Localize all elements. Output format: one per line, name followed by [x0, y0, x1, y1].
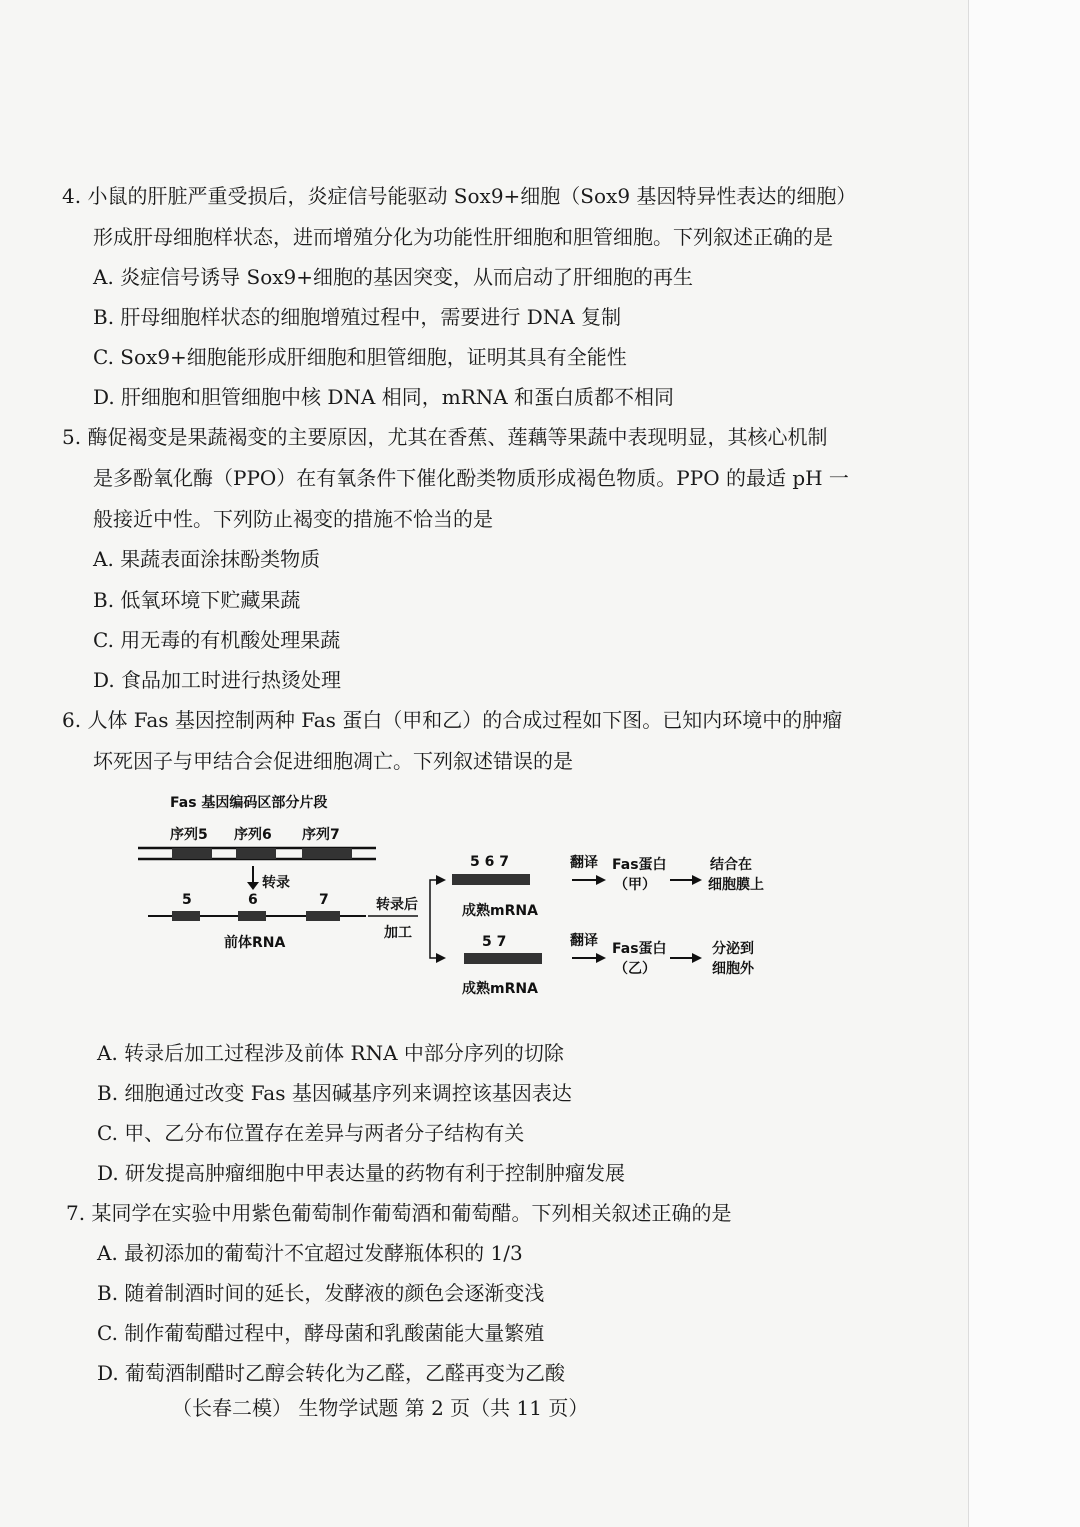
- fas-gene-figure: [130, 788, 790, 1003]
- q4-option-b: B. 肝母细胞样状态的细胞增殖过程中，需要进行 DNA 复制: [93, 305, 622, 329]
- q5-option-b: B. 低氧环境下贮藏果蔬: [93, 588, 301, 612]
- mature-mrna-top: [452, 874, 530, 885]
- fas-figure-diagram: [130, 788, 790, 1003]
- dna-seq5-box: [172, 848, 212, 859]
- top-mature-mrna-label: 成熟mRNA: [462, 903, 538, 919]
- q5-stem-line1: 5. 酶促褐变是果蔬褐变的主要原因，尤其在香蕉、莲藕等果蔬中表现明显，其核心机制: [62, 425, 828, 449]
- pre-rna-seq5: [172, 911, 200, 921]
- fate-bind-line2: 细胞膜上: [708, 877, 764, 893]
- q6-option-d: D. 研发提高肿瘤细胞中甲表达量的药物有利于控制肿瘤发展: [97, 1161, 626, 1185]
- bracket-arrow-top: [436, 875, 446, 885]
- bottom-mature-mrna-label: 成熟mRNA: [462, 981, 538, 997]
- seq6-label: 序列6: [234, 827, 272, 843]
- mature-mrna-bottom: [464, 953, 542, 964]
- pre-rna-seq6: [238, 911, 266, 921]
- q6-stem-line2: 坏死因子与甲结合会促进细胞凋亡。下列叙述错误的是: [93, 749, 573, 773]
- fate-arrowhead-bottom: [692, 953, 702, 963]
- q5-option-a: A. 果蔬表面涂抹酚类物质: [93, 547, 321, 571]
- pre-rna-num5: 5: [182, 892, 192, 908]
- bracket-arrow-bottom: [436, 953, 446, 963]
- translate-label-bottom: 翻译: [570, 933, 598, 949]
- protein-jia-tag: （甲）: [614, 877, 656, 893]
- dna-seq6-box: [236, 848, 276, 859]
- protein-yi-label: Fas蛋白: [612, 941, 667, 957]
- pre-rna-num7: 7: [319, 892, 329, 908]
- q5-stem-line3: 般接近中性。下列防止褐变的措施不恰当的是: [93, 507, 493, 531]
- q4-option-c: C. Sox9+细胞能形成肝细胞和胆管细胞，证明其具有全能性: [93, 345, 627, 369]
- q6-option-a: A. 转录后加工过程涉及前体 RNA 中部分序列的切除: [97, 1041, 564, 1065]
- q6-stem-line1: 6. 人体 Fas 基因控制两种 Fas 蛋白（甲和乙）的合成过程如下图。已知内环境中的肿瘤: [62, 708, 843, 732]
- pre-rna-seq7: [306, 911, 340, 921]
- q5-option-d: D. 食品加工时进行热烫处理: [93, 668, 342, 692]
- transcription-label: 转录: [262, 875, 290, 891]
- fate-arrowhead-top: [692, 875, 702, 885]
- dna-seq7-box: [302, 848, 352, 859]
- translate-arrowhead-top: [596, 875, 606, 885]
- figure-title: Fas 基因编码区部分片段: [170, 795, 328, 811]
- post-processing-label-1: 转录后: [376, 897, 418, 913]
- translate-arrowhead-bottom: [596, 953, 606, 963]
- fate-bind-line1: 结合在: [710, 857, 752, 873]
- transcription-arrow-head: [247, 882, 259, 890]
- post-processing-label-2: 加工: [384, 925, 412, 941]
- translate-label-top: 翻译: [570, 855, 598, 871]
- page-footer: （长春二模） 生物学试题 第 2 页（共 11 页）: [172, 1396, 589, 1420]
- pre-rna-label: 前体RNA: [224, 935, 286, 951]
- q5-stem-line2: 是多酚氧化酶（PPO）在有氧条件下催化酚类物质形成褐色物质。PPO 的最适 pH 一: [93, 466, 849, 490]
- pre-rna-num6: 6: [248, 892, 258, 908]
- q4-stem-line1: 4. 小鼠的肝脏严重受损后，炎症信号能驱动 Sox9+细胞（Sox9 基因特异性表达的细胞）: [62, 184, 857, 208]
- q4-stem-line2: 形成肝母细胞样状态，进而增殖分化为功能性肝细胞和胆管细胞。下列叙述正确的是: [93, 225, 833, 249]
- q6-option-b: B. 细胞通过改变 Fas 基因碱基序列来调控该基因表达: [97, 1081, 572, 1105]
- bottom-mrna-numbers: 5 7: [482, 934, 507, 950]
- top-mrna-numbers: 5 6 7: [470, 854, 509, 870]
- page-edge: [968, 0, 1080, 1527]
- q4-option-d: D. 肝细胞和胆管细胞中核 DNA 相同，mRNA 和蛋白质都不相同: [93, 385, 675, 409]
- protein-jia-label: Fas蛋白: [612, 857, 667, 873]
- q7-option-b: B. 随着制酒时间的延长，发酵液的颜色会逐渐变浅: [97, 1281, 545, 1305]
- fate-secrete-line2: 细胞外: [712, 961, 754, 977]
- q7-option-a: A. 最初添加的葡萄汁不宜超过发酵瓶体积的 1/3: [97, 1241, 523, 1265]
- q4-option-a: A. 炎症信号诱导 Sox9+细胞的基因突变，从而启动了肝细胞的再生: [93, 265, 694, 289]
- q7-stem: 7. 某同学在实验中用紫色葡萄制作葡萄酒和葡萄醋。下列相关叙述正确的是: [66, 1201, 732, 1225]
- fate-secrete-line1: 分泌到: [712, 941, 754, 957]
- q6-option-c: C. 甲、乙分布位置存在差异与两者分子结构有关: [97, 1121, 525, 1145]
- processing-bracket: [430, 880, 436, 958]
- seq5-label: 序列5: [170, 827, 208, 843]
- protein-yi-tag: （乙）: [614, 961, 656, 977]
- q7-option-d: D. 葡萄酒制醋时乙醇会转化为乙醛，乙醛再变为乙酸: [97, 1361, 566, 1385]
- q7-option-c: C. 制作葡萄醋过程中，酵母菌和乳酸菌能大量繁殖: [97, 1321, 545, 1345]
- q5-option-c: C. 用无毒的有机酸处理果蔬: [93, 628, 341, 652]
- seq7-label: 序列7: [302, 827, 340, 843]
